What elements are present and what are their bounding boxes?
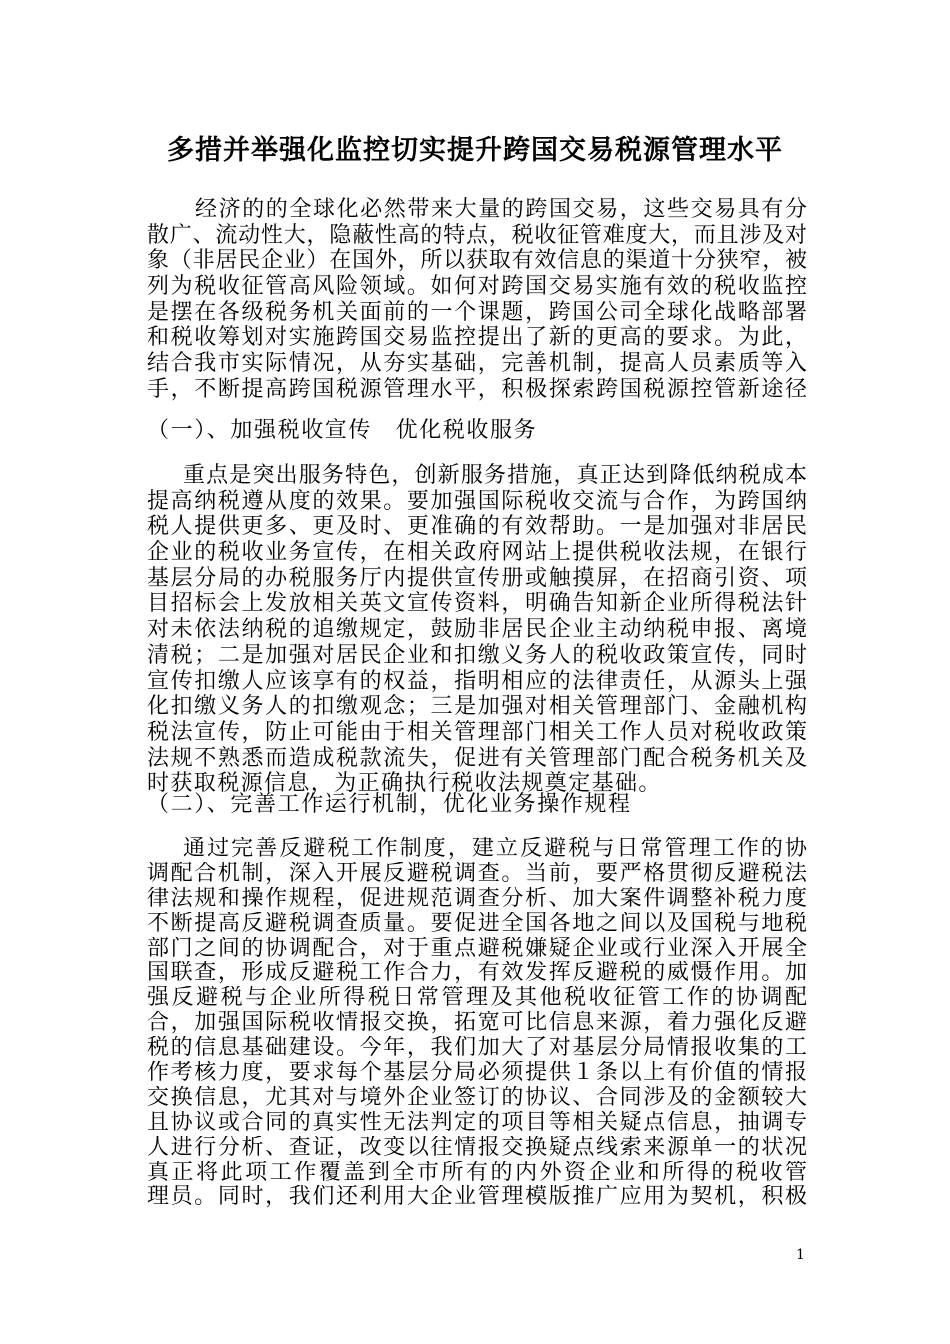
paragraph-line: 结合我市实际情况，从夯实基础，完善机制，提高人员素质等入 [147,351,807,377]
paragraph-line: 象（非居民企业）在国外，所以获取有效信息的渠道十分狭窄，被 [147,248,807,274]
section-2-paragraph [147,837,807,1210]
paragraph-line: 重点是突出服务特色，创新服务措施，真正达到降低纳税成本 [183,463,807,488]
paragraph-line: 时获取税源信息，为正确执行税收法规奠定基础。 [147,771,662,797]
paragraph-line: 是摆在各级税务机关面前的一个课题，跨国公司全球化战略部署 [147,299,807,325]
intro-paragraph [147,197,807,403]
paragraph-line: 且协议或合同的真实性无法判定的项目等相关疑点信息，抽调专 [147,1110,807,1135]
paragraph-line: 作考核力度，要求每个基层分局必须提供１条以上有价值的情报 [147,1061,807,1086]
paragraph-line: 税的信息基础建设。今年，我们加大了对基层分局情报收集的工 [147,1036,807,1061]
paragraph-line: 清税；二是加强对居民企业和扣缴义务人的税收政策宣传，同时 [147,642,807,668]
paragraph-line: 国联查，形成反避税工作合力，有效发挥反避税的威慑作用。加 [147,961,807,986]
paragraph-line: 手，不断提高跨国税源管理水平，积极探索跨国税源控管新途径 [147,376,807,402]
page-number: 1 [796,1247,805,1263]
paragraph-line: 法规不熟悉而造成税款流失，促进有关管理部门配合税务机关及 [147,745,807,771]
section-1-paragraph [147,463,807,797]
paragraph-line: 散广、流动性大，隐蔽性高的特点，税收征管难度大，而且涉及对 [147,222,807,248]
paragraph-line: 基层分局的办税服务厅内提供宣传册或触摸屏，在招商引资、项 [147,565,807,591]
paragraph-line: 交换信息，尤其对与境外企业签订的协议、合同涉及的金额较大 [147,1085,807,1110]
paragraph-line: 列为税收征管高风险领域。如何对跨国交易实施有效的税收监控 [147,274,807,300]
paragraph-line: 税法宣传，防止可能由于相关管理部门相关工作人员对税收政策 [147,719,807,745]
paragraph-line: 化扣缴义务人的扣缴观念；三是加强对相关管理部门、金融机构 [147,694,807,720]
paragraph-line: 部门之间的协调配合，对于重点避税嫌疑企业或行业深入开展全 [147,936,807,961]
paragraph-line: 对未依法纳税的追缴规定，鼓励非居民企业主动纳税申报、离境 [147,617,807,643]
paragraph-line: 强反避税与企业所得税日常管理及其他税收征管工作的协调配 [147,986,807,1011]
paragraph-line: 税人提供更多、更及时、更准确的有效帮助。一是加强对非居民 [147,514,807,540]
document-title: 多措并举强化监控切实提升跨国交易税源管理水平 [167,135,783,166]
paragraph-line: 律法规和操作规程，促进规范调查分析、加大案件调整补税力度 [147,886,807,911]
paragraph-line: 和税收筹划对实施跨国交易监控提出了新的更高的要求。为此， [147,325,807,351]
paragraph-line: 通过完善反避税工作制度，建立反避税与日常管理工作的协 [183,837,807,861]
paragraph-line: 合，加强国际税收情报交换，拓宽可比信息来源，着力强化反避 [147,1011,807,1036]
paragraph-line: 不断提高反避税调查质量。要促进全国各地之间以及国税与地税 [147,911,807,936]
paragraph-line: 目招标会上发放相关英文宣传资料，明确告知新企业所得税法针 [147,591,807,617]
paragraph-line: 人进行分析、查证，改变以往情报交换疑点线索来源单一的状况 [147,1135,807,1160]
paragraph-line: 经济的的全球化必然带来大量的跨国交易，这些交易具有分 [195,197,807,222]
section-heading-2: （二）、完善工作运行机制，优化业务操作规程 [147,792,632,817]
paragraph-line: 理员。同时，我们还利用大企业管理模版推广应用为契机，积极 [147,1185,807,1210]
paragraph-line: 真正将此项工作覆盖到全市所有的内外资企业和所得的税收管 [147,1160,807,1185]
section-heading-1: （一）、加强税收宣传 优化税收服务 [147,418,538,443]
paragraph-line: 宣传扣缴人应该享有的权益，指明相应的法律责任，从源头上强 [147,668,807,694]
paragraph-line: 调配合机制，深入开展反避税调查。当前，要严格贯彻反避税法 [147,861,807,886]
paragraph-line: 提高纳税遵从度的效果。要加强国际税收交流与合作，为跨国纳 [147,488,807,514]
paragraph-line: 企业的税收业务宣传，在相关政府网站上提供税收法规，在银行 [147,540,807,566]
